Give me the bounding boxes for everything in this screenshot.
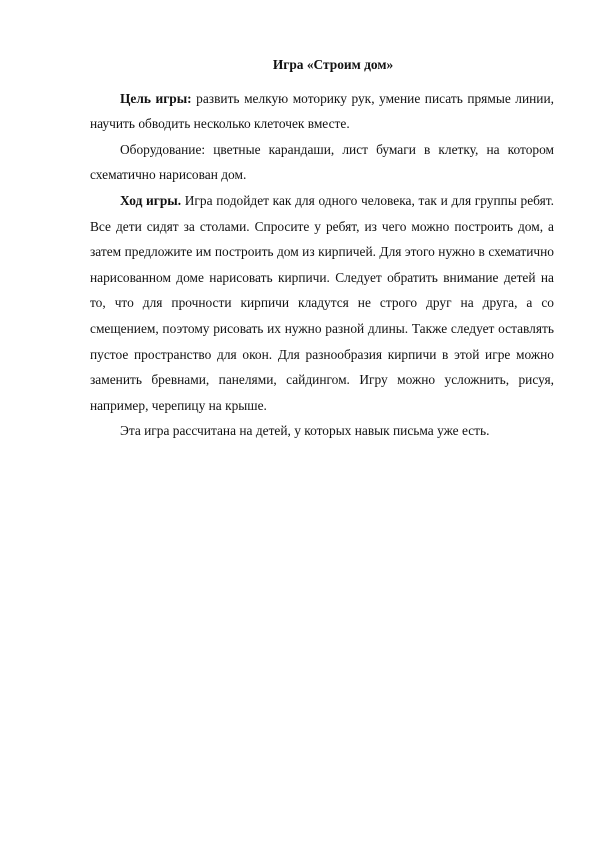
paragraph-text: развить мелкую моторику рук, умение писать прямые линии, научить обводить несколько клеточек вместе.	[90, 90, 554, 132]
paragraph-lead: Ход игры.	[120, 192, 182, 208]
paragraph-audience	[90, 418, 554, 444]
paragraph-lead: Цель игры:	[120, 90, 192, 106]
document-body	[90, 52, 554, 444]
paragraph-equipment	[90, 137, 554, 188]
paragraph-goal	[90, 86, 554, 137]
paragraph-game-process	[90, 188, 554, 418]
paragraph-text: Эта игра рассчитана на детей, у которых навык письма уже есть.	[120, 423, 490, 439]
paragraph-text: Оборудование: цветные карандаши, лист бумаги в клетку, на котором схематично нарисован дом.	[90, 141, 554, 183]
document-title: Игра «Строим дом»	[272, 57, 394, 72]
paragraph-text: Игра подойдет как для одного человека, так и для группы ребят. Все дети сидят за столами. Спросите у ребят, из чего можно построить дом, а затем предложите им построить дом из кирпичей. Для этого нужно в схематично нарисованном доме нарисовать кирпичи. Следует обратить внимание детей на то, что для прочности кирпичи кладутся не строго друг на друга, а со смещением, поэтому рисовать их нужно разной длины. Также следует оставлять пустое пространство для окон. Для разнообразия кирпичи в этой игре можно заменить бревнами, панелями, сайдингом. Игру можно усложнить, рисуя, например, черепицу на крыше.	[90, 192, 554, 413]
